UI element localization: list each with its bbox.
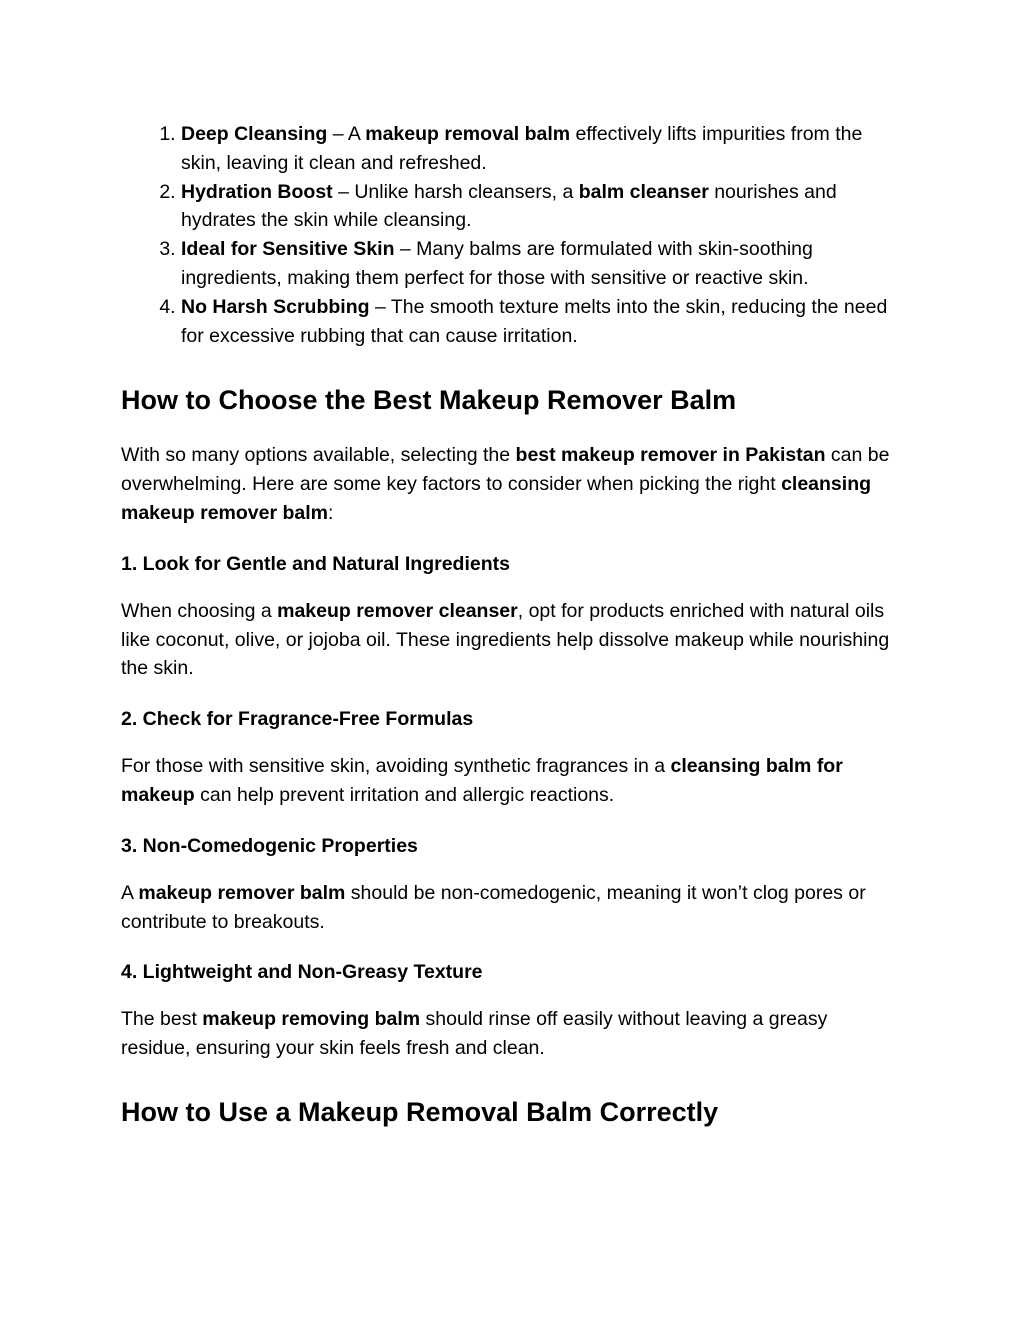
list-item-title: Hydration Boost <box>181 180 333 203</box>
benefits-list <box>121 120 901 350</box>
paragraph-text: The best <box>121 1008 203 1031</box>
paragraph-keyword: cleansing makeup remover balm <box>121 473 872 524</box>
paragraph-keyword: makeup removing balm <box>202 1008 421 1031</box>
list-item-title: No Harsh Scrubbing <box>181 295 370 318</box>
paragraph-text: should be non-comedogenic, meaning it won’t clog pores or contribute to breakouts. <box>121 881 866 933</box>
list-item-title: Ideal for Sensitive Skin <box>181 238 395 261</box>
subheading-texture: 4. Lightweight and Non-Greasy Texture <box>121 961 483 984</box>
paragraph-text: can be overwhelming. Here are some key factors to consider when picking the right <box>121 444 890 496</box>
paragraph-text: With so many options available, selecting the <box>121 444 516 467</box>
list-item <box>181 178 901 236</box>
paragraph-texture <box>121 1005 901 1063</box>
list-item-text: effectively lifts impurities from the skin, leaving it clean and refreshed. <box>181 123 863 174</box>
paragraph-ingredients <box>121 597 901 683</box>
paragraph-comedogenic <box>121 879 901 937</box>
paragraph-keyword: makeup remover balm <box>138 881 346 904</box>
list-item-text: – The smooth texture melts into the skin, reducing the need for excessive rubbing that can cause irritation. <box>181 295 888 347</box>
list-item-title: Deep Cleansing <box>181 123 328 145</box>
paragraph-keyword: best makeup remover in Pakistan <box>515 444 826 467</box>
paragraph-keyword: makeup remover cleanser <box>277 599 518 622</box>
paragraph-text: , opt for products enriched with natural oils like coconut, olive, or jojoba oil. These ingredients help dissolve makeup while nourishing the skin. <box>121 599 890 680</box>
paragraph-text: : <box>328 501 334 524</box>
paragraph-text: can help prevent irritation and allergic reactions. <box>194 783 615 806</box>
paragraph-text: should rinse off easily without leaving a greasy residue, ensuring your skin feels fresh and clean. <box>121 1008 828 1060</box>
list-item-keyword: balm cleanser <box>578 180 709 203</box>
subheading-ingredients: 1. Look for Gentle and Natural Ingredients <box>121 552 510 575</box>
list-item <box>181 293 901 351</box>
list-item-keyword: makeup removal balm <box>365 123 571 145</box>
paragraph-text: For those with sensitive skin, avoiding synthetic fragrances in a <box>121 755 671 778</box>
list-item <box>181 235 901 293</box>
list-item <box>181 120 901 178</box>
section-heading-use: How to Use a Makeup Removal Balm Correctly <box>121 1096 719 1127</box>
subheading-comedogenic: 3. Non-Comedogenic Properties <box>121 834 418 857</box>
section-heading-choose: How to Choose the Best Makeup Remover Balm <box>121 385 737 416</box>
intro-paragraph <box>121 441 901 527</box>
list-item-text: – Many balms are formulated with skin-soothing ingredients, making them perfect for those with sensitive or reactive skin. <box>181 238 813 289</box>
document-content <box>121 120 901 1129</box>
list-item-text: – Unlike harsh cleansers, a <box>332 180 579 203</box>
paragraph-keyword: cleansing balm for makeup <box>121 755 843 806</box>
subheading-fragrance: 2. Check for Fragrance-Free Formulas <box>121 708 474 731</box>
paragraph-text: When choosing a <box>121 599 278 622</box>
paragraph-fragrance <box>121 752 901 810</box>
paragraph-text: A <box>121 881 139 904</box>
list-item-text: – A <box>327 123 366 145</box>
list-item-text: nourishes and hydrates the skin while cleansing. <box>181 180 837 232</box>
